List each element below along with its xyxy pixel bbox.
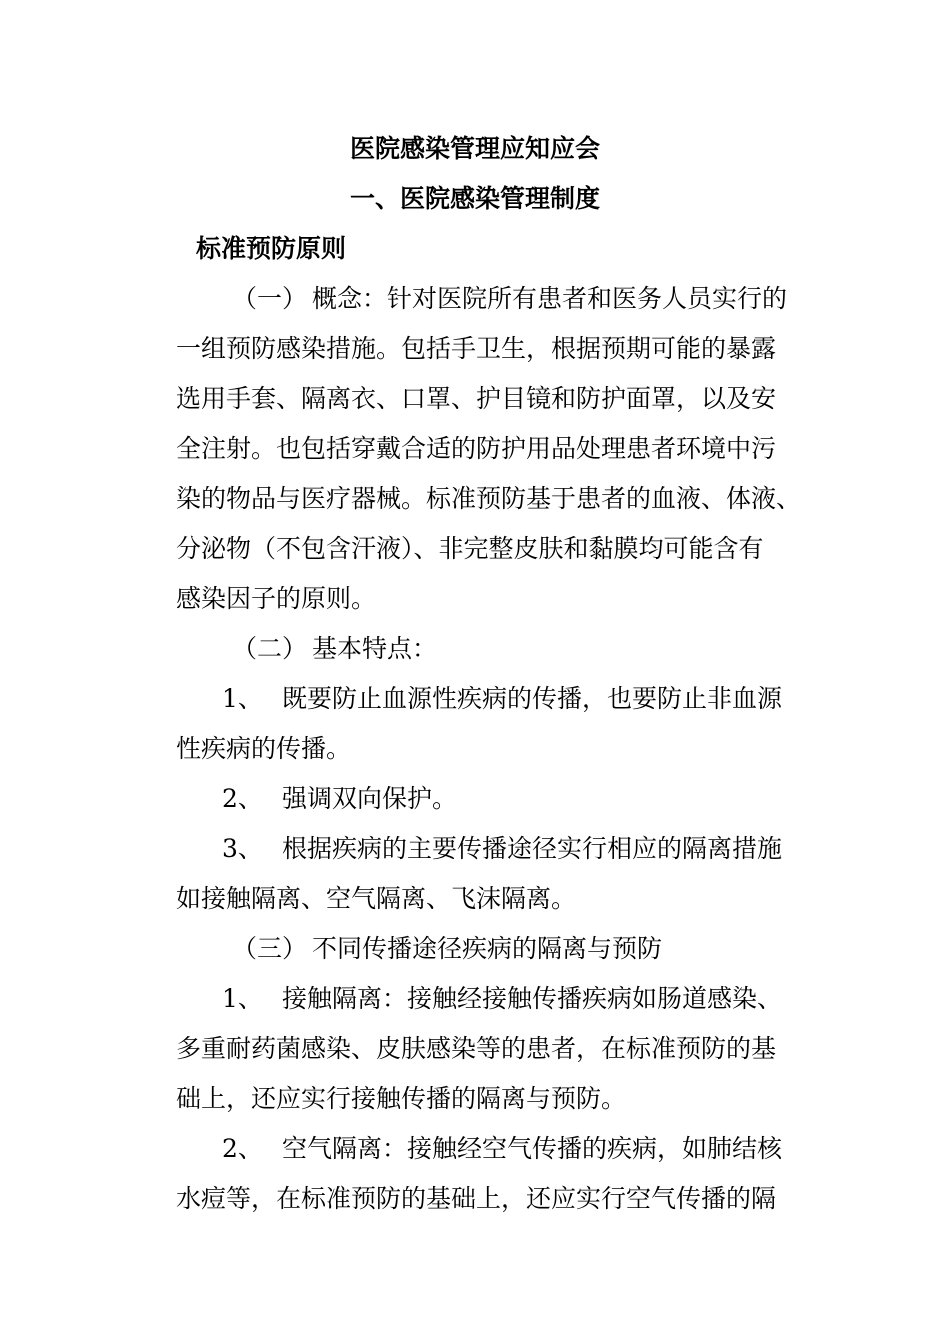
line-text: 性疾病的传播。 (176, 734, 352, 763)
section-title: 一、医院感染管理制度 (349, 184, 600, 213)
list-marker: 2、 (222, 784, 263, 813)
line-text: 分泌物（不包含汗液）、非完整皮肤和黏膜均可能含有 (176, 534, 764, 563)
line-text: 选用手套、隔离衣、口罩、护目镜和防护面罩，以及安 (176, 384, 777, 413)
line-text: 不同传播途径疾病的隔离与预防 (312, 934, 663, 963)
line-text: 既要防止血源性疾病的传播，也要防止非血源 (282, 684, 783, 713)
list-marker: 3、 (222, 834, 263, 863)
list-marker: 1、 (222, 684, 263, 713)
subsection-heading: 标准预防原则 (196, 234, 347, 263)
line-text: 接触隔离：接触经接触传播疾病如肠道感染、 (282, 984, 783, 1013)
line-text: 基本特点： (312, 634, 438, 663)
list-marker: 2、 (222, 1134, 263, 1163)
document-title: 医院感染管理应知应会 (349, 134, 600, 163)
line-text: 一组预防感染措施。包括手卫生，根据预期可能的暴露 (176, 334, 777, 363)
line-text: 感染因子的原则。 (176, 584, 377, 613)
line-text: 根据疾病的主要传播途径实行相应的隔离措施 (282, 834, 783, 863)
line-text: 如接触隔离、空气隔离、飞沫隔离。 (176, 884, 577, 913)
line-text: 全注射。也包括穿戴合适的防护用品处理患者环境中污 (176, 434, 777, 463)
list-marker: （三） (232, 934, 308, 963)
list-marker: （二） (232, 634, 308, 663)
line-text: 多重耐药菌感染、皮肤感染等的患者，在标准预防的基 (176, 1034, 777, 1063)
line-text: 强调双向保护。 (282, 784, 458, 813)
line-text: 空气隔离：接触经空气传播的疾病，如肺结核 (282, 1134, 783, 1163)
list-marker: （一） (232, 284, 308, 313)
list-marker: 1、 (222, 984, 263, 1013)
line-text: 概念：针对医院所有患者和医务人员实行的 (312, 284, 788, 313)
line-text: 染的物品与医疗器械。标准预防基于患者的血液、体液、 (176, 484, 802, 513)
line-text: 水痘等，在标准预防的基础上，还应实行空气传播的隔 (176, 1184, 777, 1213)
line-text: 础上，还应实行接触传播的隔离与预防。 (176, 1084, 627, 1113)
